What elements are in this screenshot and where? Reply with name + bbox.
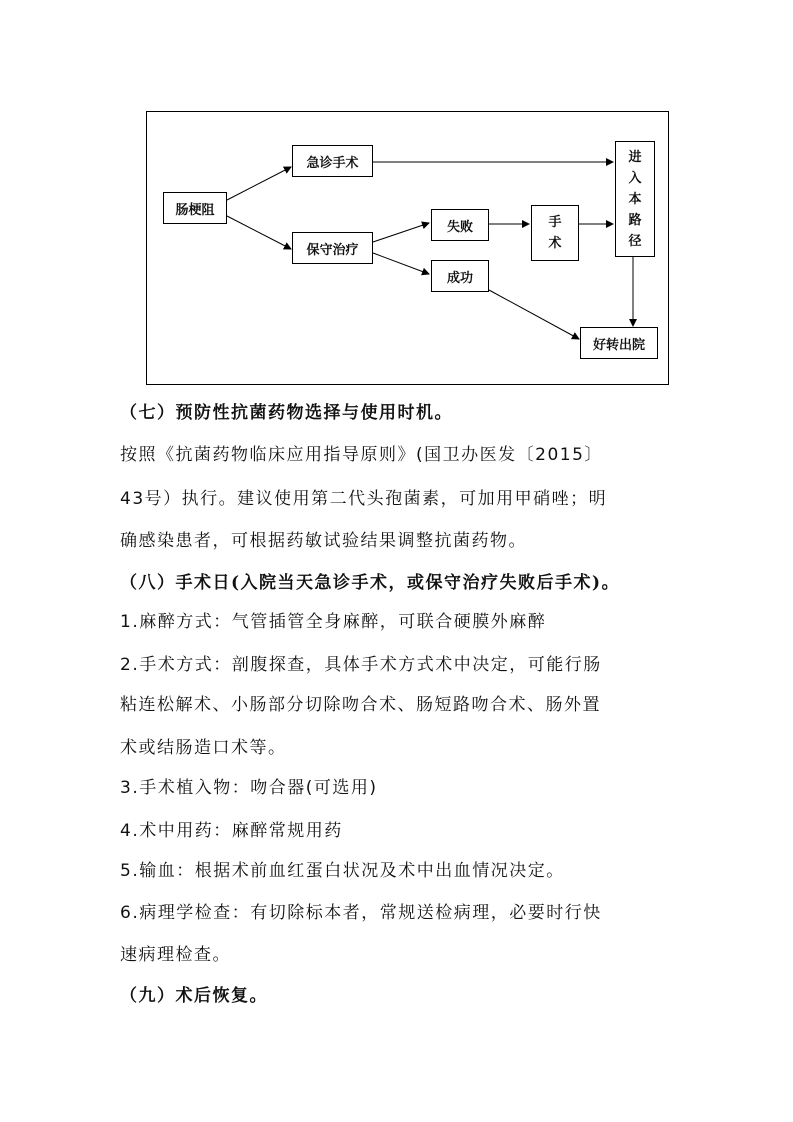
node-pathway-char: 径 [628,233,642,249]
section7-heading: （七）预防性抗菌药物选择与使用时机。 [120,403,453,423]
item2-line1: 2.手术方式：剖腹探查，具体手术方式术中决定，可能行肠 [120,655,602,675]
section7-line1: 按照《抗菌药物临床应用指导原则》(国卫办医发〔2015〕 [120,445,603,465]
node-emergency-surgery: 急诊手术 [292,145,373,177]
node-surgery-char: 手 [548,215,562,230]
item4-medication: 4.术中用药：麻醉常规用药 [120,821,343,841]
node-pathway-char: 本 [628,191,642,207]
node-improved-discharge: 好转出院 [580,327,658,359]
section8-heading: （八）手术日(入院当天急诊手术，或保守治疗失败后手术)。 [120,573,621,593]
arrow-obstruction-to-conservative [227,216,291,249]
node-pathway-char: 进 [628,149,642,165]
item2-line3: 术或结肠造口术等。 [120,738,287,758]
node-failure: 失败 [431,209,489,241]
item5-transfusion: 5.输血：根据术前血红蛋白状况及术中出血情况决定。 [120,861,565,881]
node-pathway-char: 入 [628,170,642,186]
flowchart [146,111,669,385]
item1-anesthesia: 1.麻醉方式：气管插管全身麻醉，可联合硬膜外麻醉 [120,612,547,632]
arrow-conservative-to-success [373,253,429,274]
node-success: 成功 [431,260,489,292]
node-enter-pathway [615,141,655,257]
arrow-conservative-to-failure [373,223,429,242]
section7-line2: 43号）执行。建议使用第二代头孢菌素，可加用甲硝唑；明 [120,489,608,509]
arrow-success-to-discharge [489,290,579,339]
node-conservative-treatment: 保守治疗 [292,232,373,264]
node-pathway-char: 路 [628,212,642,228]
section7-line3: 确感染患者，可根据药敏试验结果调整抗菌药物。 [120,531,527,551]
item3-implant: 3.手术植入物：吻合器(可选用) [120,778,378,798]
item6-line1: 6.病理学检查：有切除标本者，常规送检病理，必要时行快 [120,903,602,923]
node-surgery [531,205,579,261]
item2-line2: 粘连松解术、小肠部分切除吻合术、肠短路吻合术、肠外置 [120,695,601,715]
node-bowel-obstruction: 肠梗阻 [163,192,227,224]
node-surgery-char: 术 [548,236,562,251]
item6-line2: 速病理检查。 [120,945,231,965]
arrow-obstruction-to-emergency [227,167,291,200]
section9-heading: （九）术后恢复。 [120,986,268,1006]
